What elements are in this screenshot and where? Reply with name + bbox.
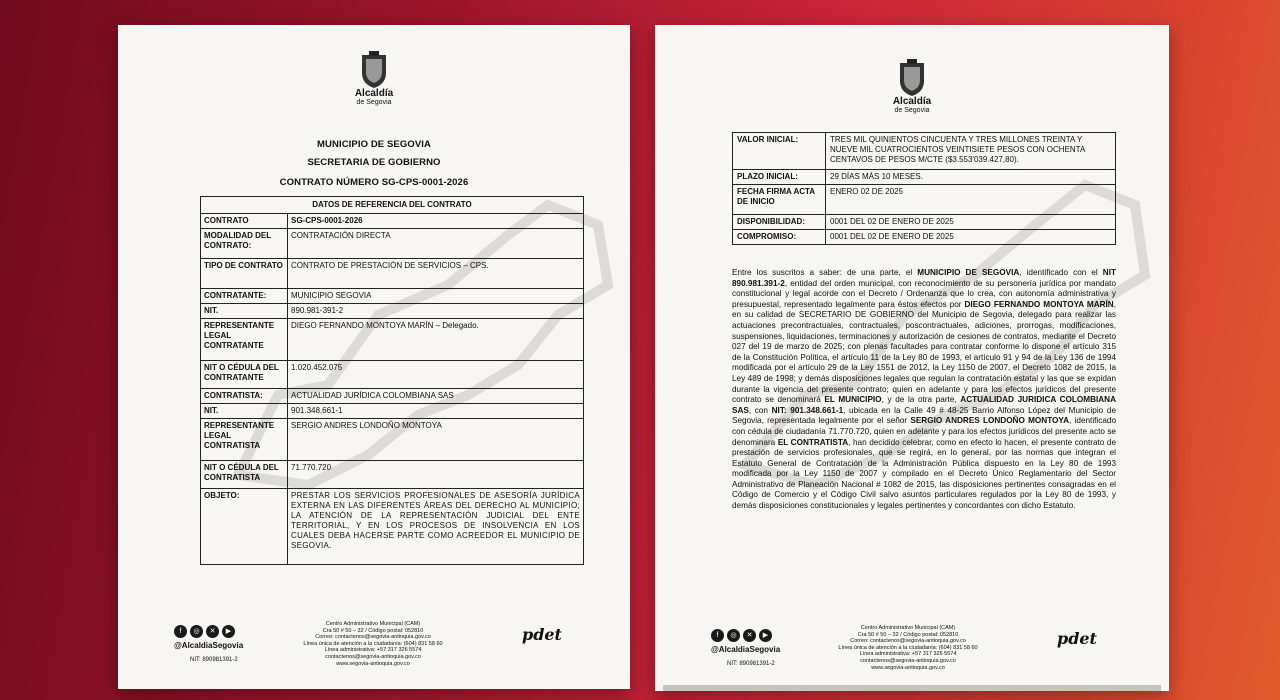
row-value: CONTRATACIÓN DIRECTA [288,229,584,259]
footer-line: www.segovia-antioquia.gov.co [336,660,410,667]
body-bold: EL CONTRATISTA [777,437,849,447]
shield-icon [359,51,389,89]
row-value: SG-CPS-0001-2026 [288,214,584,229]
table-row [201,229,584,259]
body-text: , han decidido celebrar, como en efecto lo hacen, el presente contrato de prestación de servicios profesionales, que se regirá, en lo general, por las normas que integran el Estatuto General de Contratación de la Administración Pública dispuesto en la Ley 80 de 1993 modificada por la Ley 1150 de 2007 y compilado en el Decreto Único Reglamentario del Sector Administrativo de Planeación Nacional # 1082 de 2015, las disposiciones pertinentes consagradas en el Código de Comercio y el Código Civil salvo asuntos particulares regulados por la Ley 80 de 1993, y demás disposiciones constitucionales y legales pertinentes y concordantes con dicho Estatuto. [732,437,1117,511]
row-value: 71.770.720 [288,461,584,489]
body-text: , entidad del orden municipal, con reconocimiento de su personería jurídica por mandato constitucional y legal acorde con el Decreto / Ordenanza que lo crea, con autonomía administrativa y presupuestal, representado legalmente para éstos efectos por [732,278,1116,309]
table-row [201,489,584,565]
footer-line: Correo: contactenos@segovia-antioquia.gov.co [850,638,966,645]
footer-contact [833,625,983,671]
footer-line: Cra 50 # 50 – 32 / Código postal: 052810 [322,627,424,634]
footer-line: Correo: contactenos@segovia-antioquia.gov.co [315,634,431,641]
row-value: DIEGO FERNANDO MONTOYA MARÍN – Delegado. [288,319,584,361]
footer-line: Centro Administrativo Municipal (CAM) [325,621,421,627]
logo-line2: de Segovia [894,107,930,114]
row-label: TIPO DE CONTRATO [201,259,288,289]
footer-line: www.segovia-antioquia.gov.co [871,664,945,671]
body-bold: NIT: 901.348.661-1 [771,405,844,415]
row-label: NIT O CÉDULA DEL CONTRATANTE [201,361,288,389]
page-footer [655,625,1169,675]
instagram-icon[interactable]: ◎ [190,625,203,638]
contract-page-1 [118,25,630,689]
pdet-logo: pdet [1057,629,1097,648]
social-icons [711,629,772,642]
footer-contact [298,621,448,667]
row-label: OBJETO: [201,489,288,565]
body-bold: MUNICIPIO DE SEGOVIA [917,268,1020,277]
table-row [201,461,584,489]
social-icons [174,625,235,638]
body-bold: ACTUALIDAD JURIDICA COLOMBIANA SAS [732,395,1116,415]
row-label: NIT. [201,304,288,319]
heading-municipio: MUNICIPIO DE SEGOVIA [317,139,431,150]
footer-line: Línea única de atención a la ciudadanía: (604) 831 58 60 [303,640,443,647]
body-bold: DIEGO FERNANDO MONTOYA MARÍN [964,299,1114,309]
row-label: VALOR INICIAL: [733,133,826,170]
table-row [733,170,1116,185]
row-label: COMPROMISO: [733,230,826,245]
table-row [201,404,584,419]
footer-line: Centro Administrativo Municipal (CAM) [860,625,956,631]
body-text: Entre los suscritos a saber: de una parte, el [732,268,918,277]
row-label: REPRESENTANTE LEGAL CONTRATISTA [201,419,288,461]
row-label: NIT. [201,404,288,419]
row-value: TRES MIL QUINIENTOS CINCUENTA Y TRES MILLONES TREINTA Y NUEVE MIL CUATROCIENTOS VEINTISIETE PESOS CON OCHENTA CENTAVOS DE PESOS M/CTE ($3.553'039.427,80). [826,133,1116,170]
social-handle: @AlcaldiaSegovia [174,641,244,650]
facebook-icon[interactable]: f [711,629,724,642]
row-value: 890.981-391-2 [288,304,584,319]
row-value: SERGIO ANDRES LONDOÑO MONTOYA [288,419,584,461]
body-text: , identificado con el [1019,268,1103,277]
contract-page-2 [655,25,1169,691]
reference-table-continued [732,132,1116,245]
row-value: 0001 DEL 02 DE ENERO DE 2025 [826,215,1116,230]
alcaldia-logo [872,59,952,115]
table-row [201,389,584,404]
footer-line: Cra 50 # 50 – 32 / Código postal: 052810 [857,631,959,638]
table-row [733,133,1116,170]
footer-nit: NIT: 890981391-2 [727,661,775,667]
page-bottom-bar [663,685,1161,691]
row-value: 0001 DEL 02 DE ENERO DE 2025 [826,230,1116,245]
table-row [201,289,584,304]
row-label: CONTRATANTE: [201,289,288,304]
pdet-logo: pdet [522,625,562,644]
table-row [201,214,584,229]
logo-line2: de Segovia [356,99,392,106]
heading-contrato: CONTRATO NÚMERO SG-CPS-0001-2026 [279,177,469,188]
body-bold: SERGIO ANDRES LONDOÑO MONTOYA [910,416,1070,426]
row-label: DISPONIBILIDAD: [733,215,826,230]
row-label: CONTRATISTA: [201,389,288,404]
instagram-icon[interactable]: ◎ [727,629,740,642]
reference-table [200,196,584,565]
row-value: 901.348.661-1 [288,404,584,419]
table-row [733,215,1116,230]
table-title: DATOS DE REFERENCIA DEL CONTRATO [201,197,584,214]
row-label: CONTRATO [201,214,288,229]
table-row [201,259,584,289]
table-row [201,304,584,319]
x-icon[interactable]: ✕ [743,629,756,642]
table-row [733,230,1116,245]
youtube-icon[interactable]: ▶ [759,629,772,642]
row-label: NIT O CÉDULA DEL CONTRATISTA [201,461,288,489]
body-text: , en su calidad de SECRETARIO DE GOBIERNO del Municipio de Segovia, delegado para realizar las actuaciones precontractuales, contractuales, poscontractuales, adiciones, prorrogas, modificaciones, suspensiones, liquidaciones, terminaciones y autorización de cesiones de contratos, mediante el Decreto 027 del 19 de marzo de 2025; con plenas facultades para contratar conforme lo dispone el artículo 315 de la Constitución Política, el artículo 11 de la Ley 80 de 1993, el artículo 91 y 94 de la Ley 136 de 1994 modificada por el artículo 29 de la Ley 1551 de 2012, la Ley 1150 de 2007, el Decreto 1082 de 2015, la Ley 489 de 1998; y demás disposiciones legales que regulan la contratación estatal y las que se expidan durante la vigencia del presente contrato; quien en adelante y para los efectos jurídicos del presente contrato se denominará [732,299,1116,405]
footer-nit: NIT: 890981391-2 [190,657,238,663]
body-text: , ubicada en la Calle 49 # 48-25 Barrio Alfonso López del Municipio de Segovia, representada legalmente por el señor [732,405,1117,426]
shield-icon [897,59,927,97]
alcaldia-logo [334,51,414,107]
row-label: FECHA FIRMA ACTA DE INICIO [733,185,826,215]
footer-line: contactenos@segovia-antioquia.gov.co [325,653,421,660]
row-value: ENERO 02 DE 2025 [826,185,1116,215]
body-bold: EL MUNICIPIO [824,395,882,405]
table-row [201,319,584,361]
body-text: , con [748,405,772,415]
row-value: PRESTAR LOS SERVICIOS PROFESIONALES DE ASESORÍA JURÍDICA EXTERNA EN LAS DIFERENTES ÁREAS DEL DERECHO AL MUNICIPIO; LA ATENCIÓN DE LA REPRESENTACIÓN JUDICIAL DEL ENTE TERRITORIAL, Y EN LOS PROCESOS DE INSOLVENCIA EN LOS CUALES DEBA HACERSE PARTE COMO ACREEDOR EL MUNICIPIO DE SEGOVIA. [288,489,584,565]
footer-line: Línea única de atención a la ciudadanía: (604) 831 58 60 [838,644,978,651]
body-text: , y de la otra parte, [881,395,961,405]
row-value: CONTRATO DE PRESTACIÓN DE SERVICIOS – CPS. [288,259,584,289]
row-value: 29 DÍAS MÁS 10 MESES. [826,170,1116,185]
footer-line: Línea administrativa: +57 317 326 5574 [324,647,422,654]
social-handle: @AlcaldiaSegovia [711,645,781,654]
contract-body [732,268,1116,512]
footer-line: Línea administrativa: +57 317 326 5574 [859,651,957,658]
heading-secretaria: SECRETARIA DE GOBIERNO [307,157,441,168]
row-label: PLAZO INICIAL: [733,170,826,185]
row-value: MUNICIPIO SEGOVIA [288,289,584,304]
page-footer [118,621,630,671]
body-text: , identificado con cédula de ciudadanía 71.770.720, quien en adelante y para los efectos jurídicos del presente acto se denominara [732,416,1116,447]
logo-line1: Alcaldía [354,88,394,99]
row-value: ACTUALIDAD JURÍDICA COLOMBIANA SAS [288,389,584,404]
row-label: REPRESENTANTE LEGAL CONTRATANTE [201,319,288,361]
footer-line: contactenos@segovia-antioquia.gov.co [860,657,956,664]
table-row [733,185,1116,215]
x-icon[interactable]: ✕ [206,625,219,638]
row-value: 1.020.452.075 [288,361,584,389]
facebook-icon[interactable]: f [174,625,187,638]
row-label: MODALIDAD DEL CONTRATO: [201,229,288,259]
logo-line1: Alcaldía [892,96,932,107]
table-row [201,361,584,389]
body-bold: NIT 890.981.391-2 [732,268,1116,288]
youtube-icon[interactable]: ▶ [222,625,235,638]
table-row [201,419,584,461]
